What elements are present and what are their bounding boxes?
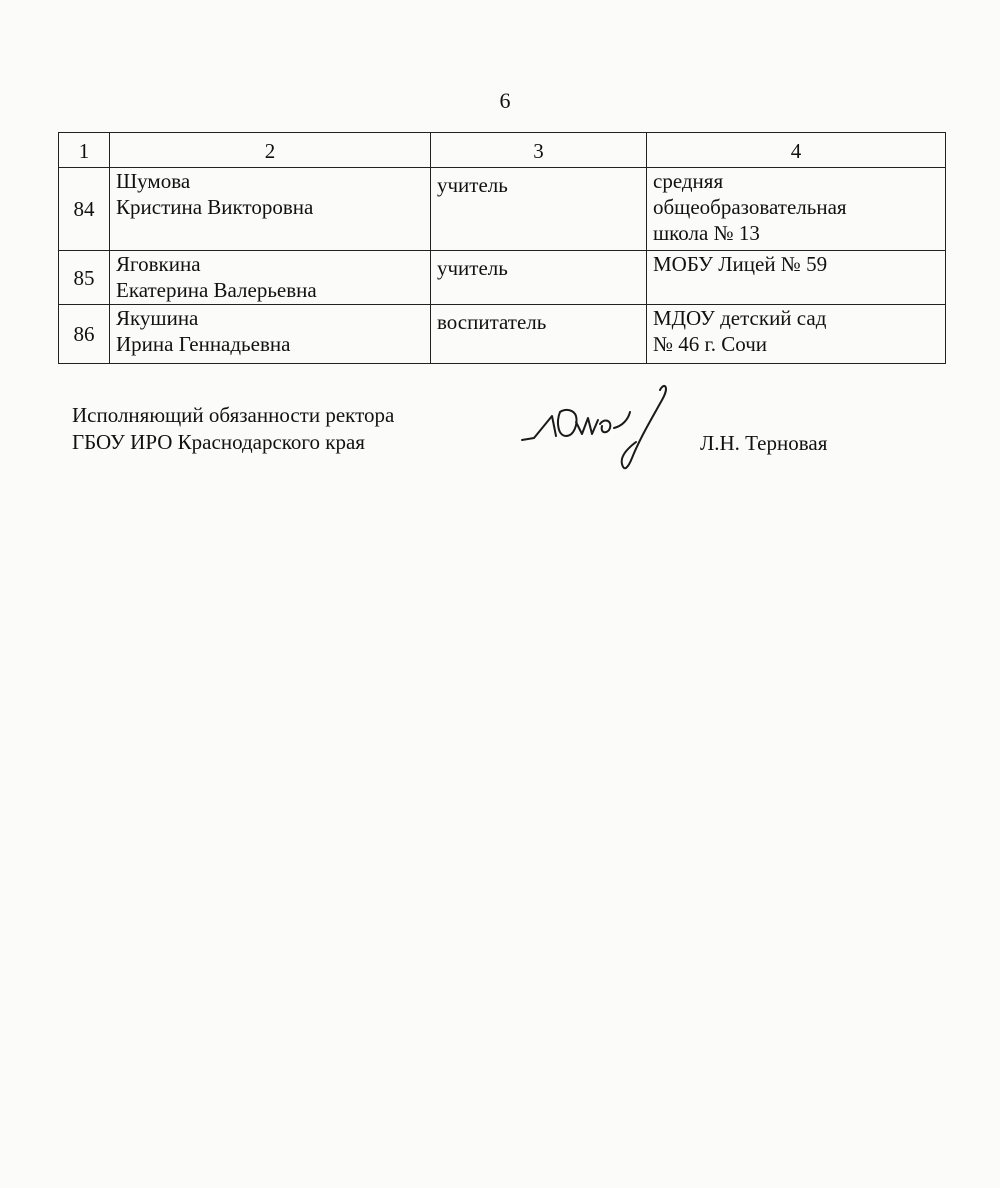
organization-line: средняя	[653, 169, 724, 193]
table-row	[59, 168, 946, 251]
position	[431, 251, 647, 305]
organization-line: МОБУ Лицей № 59	[653, 252, 828, 276]
page-number: 6	[499, 88, 511, 113]
surname: Якушина	[116, 306, 199, 330]
signatory-name: Л.Н. Терновая	[700, 431, 828, 455]
row-number: 86	[59, 305, 110, 364]
organization	[647, 168, 946, 251]
column-header-4: 4	[647, 133, 946, 168]
organization	[647, 251, 946, 305]
signature-stroke	[522, 416, 556, 440]
signature-stroke	[600, 421, 610, 433]
position-text: учитель	[437, 256, 508, 280]
signatory-title-line1: Исполняющий обязанности ректора	[72, 403, 395, 427]
organization-line: школа № 13	[653, 221, 760, 245]
surname: Шумова	[116, 169, 191, 193]
given-names: Ирина Геннадьевна	[116, 332, 291, 356]
position	[431, 168, 647, 251]
signatory-title	[72, 402, 394, 456]
position	[431, 305, 647, 364]
person-name	[110, 305, 431, 364]
signature-stroke	[622, 386, 666, 468]
row-number: 85	[59, 251, 110, 305]
given-names: Екатерина Валерьевна	[116, 278, 317, 302]
signature-stroke	[558, 410, 577, 436]
handwritten-signature	[512, 378, 682, 478]
position-text: воспитатель	[437, 310, 547, 334]
position-text: учитель	[437, 173, 508, 197]
given-names: Кристина Викторовна	[116, 195, 314, 219]
signature-stroke	[614, 412, 630, 428]
person-name	[110, 251, 431, 305]
table-header-row	[59, 133, 946, 168]
column-header-2: 2	[110, 133, 431, 168]
organization-line: № 46 г. Сочи	[653, 332, 768, 356]
column-header-3: 3	[431, 133, 647, 168]
table-row	[59, 251, 946, 305]
surname: Яговкина	[116, 252, 201, 276]
staff-table	[58, 132, 946, 364]
signatory-title-line2: ГБОУ ИРО Краснодарского края	[72, 430, 365, 454]
organization-line: общеобразовательная	[653, 195, 847, 219]
signature-stroke	[576, 418, 598, 434]
row-number: 84	[59, 168, 110, 251]
table-row	[59, 305, 946, 364]
column-header-1: 1	[59, 133, 110, 168]
organization	[647, 305, 946, 364]
organization-line: МДОУ детский сад	[653, 306, 827, 330]
person-name	[110, 168, 431, 251]
